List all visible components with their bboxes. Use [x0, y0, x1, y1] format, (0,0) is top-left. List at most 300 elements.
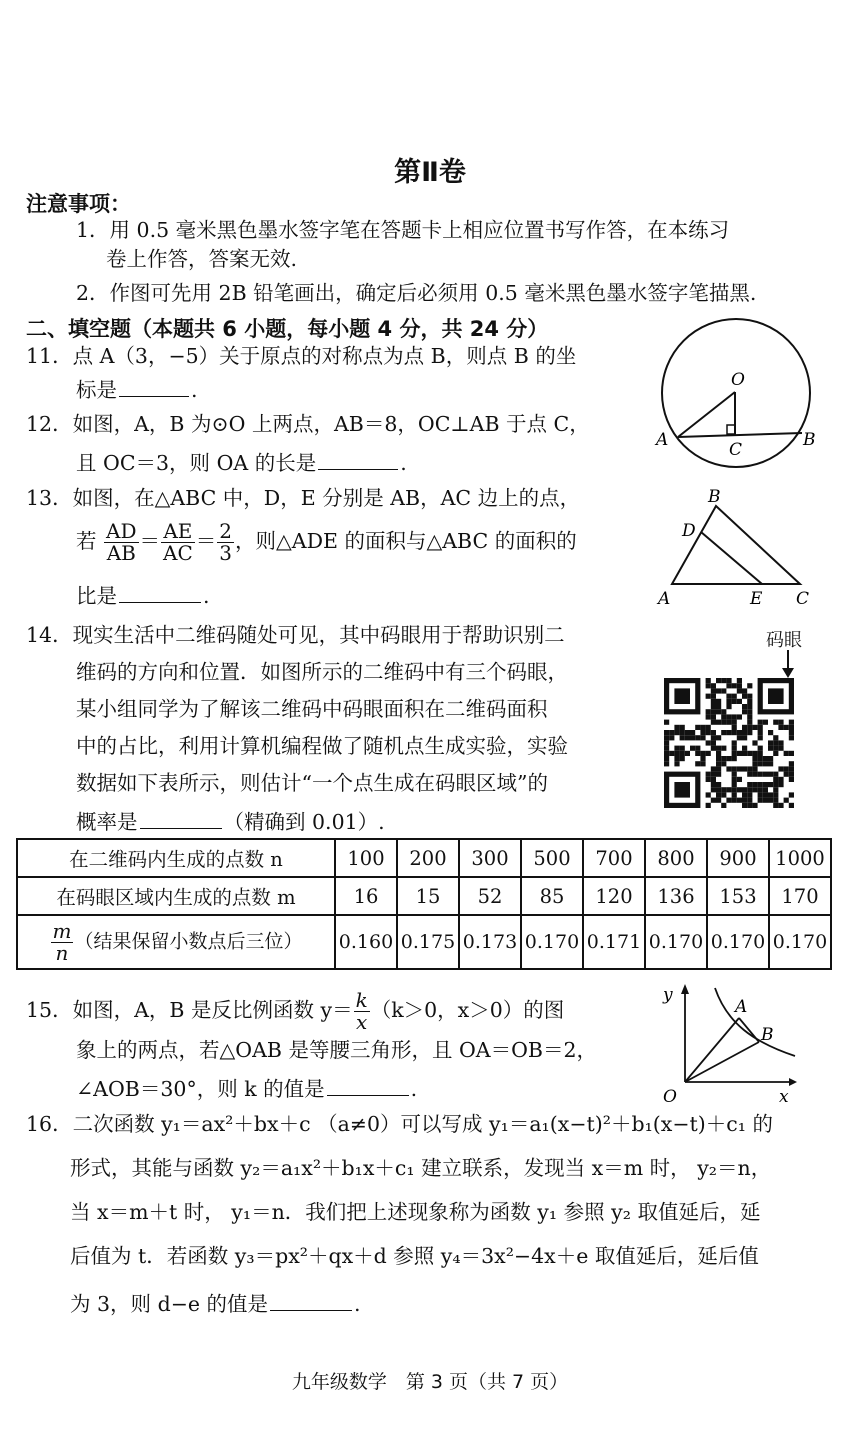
qr-module: [742, 709, 747, 714]
qr-module: [716, 735, 721, 740]
frac-k: k: [355, 988, 368, 1012]
table-row: [17, 839, 831, 877]
qr-module: [700, 735, 705, 740]
label-d: D: [682, 521, 696, 541]
q13-period: .: [203, 584, 210, 608]
qr-module: [742, 735, 747, 740]
qr-module: [758, 720, 763, 725]
qr-module: [706, 714, 711, 719]
experiment-table: [16, 838, 832, 970]
q11-answer-blank: [119, 378, 189, 397]
qr-module: [716, 787, 721, 792]
notice-heading: 注意事项：: [26, 192, 131, 216]
qr-module: [747, 751, 752, 756]
qr-module: [784, 766, 789, 771]
qr-module: [700, 751, 705, 756]
qr-module: [768, 756, 773, 761]
qr-module: [732, 740, 737, 745]
qr-module: [752, 787, 757, 792]
cell-n: 700: [583, 839, 645, 877]
qr-module: [680, 746, 685, 751]
frac-ac: AC: [163, 541, 193, 565]
qr-module: [763, 756, 768, 761]
table-row: [17, 915, 831, 969]
qr-module: [732, 766, 737, 771]
qr-module: [674, 746, 679, 751]
qr-module: [695, 735, 700, 740]
qr-module: [711, 709, 716, 714]
qr-module: [732, 751, 737, 756]
qr-module: [732, 746, 737, 751]
segment-oa: [685, 1018, 739, 1082]
qr-module: [752, 751, 757, 756]
qr-module: [726, 720, 731, 725]
qr-module: [711, 714, 716, 719]
qr-module: [732, 714, 737, 719]
qr-module: [674, 751, 679, 756]
qr-module: [716, 678, 721, 683]
right-angle-mark: [727, 425, 735, 434]
qr-module: [747, 803, 752, 808]
qr-module: [747, 699, 752, 704]
qr-module: [680, 751, 685, 756]
qr-module: [747, 798, 752, 803]
qr-module: [747, 730, 752, 735]
cell-m: 153: [707, 877, 769, 915]
qr-module: [747, 704, 752, 709]
cell-ratio: 0.171: [583, 915, 645, 969]
triangle-abc: [672, 506, 800, 584]
y-axis-arrow-icon: [681, 984, 689, 994]
qr-module: [716, 761, 721, 766]
qr-module: [680, 725, 685, 730]
qr-module: [711, 746, 716, 751]
qr-module: [747, 766, 752, 771]
fraction-ad-ab: [104, 521, 138, 564]
qr-module: [789, 772, 794, 777]
qr-module: [726, 766, 731, 771]
qr-module: [763, 720, 768, 725]
qr-module: [711, 720, 716, 725]
q13-text: ，则△ADE 的面积与△ABC 的面积的: [235, 529, 577, 553]
qr-module: [758, 730, 763, 735]
qr-module: [773, 751, 778, 756]
cell-m: 170: [769, 877, 831, 915]
frac-n: n: [55, 940, 69, 965]
qr-module: [695, 746, 700, 751]
qr-module: [732, 756, 737, 761]
qr-module: [778, 777, 783, 782]
qr-module: [664, 720, 669, 725]
qr-module: [773, 735, 778, 740]
q15-text: 15．如图，A，B 是反比例函数 y＝: [26, 998, 353, 1022]
qr-eye-label: 码眼: [766, 630, 802, 651]
qr-module: [742, 725, 747, 730]
qr-module: [711, 688, 716, 693]
qr-module: [773, 798, 778, 803]
qr-module: [752, 756, 757, 761]
qr-module: [763, 787, 768, 792]
cell-m: 15: [397, 877, 459, 915]
qr-module: [742, 694, 747, 699]
qr-code: [664, 678, 794, 808]
qr-module: [789, 803, 794, 808]
qr-module: [758, 746, 763, 751]
q14-text: 概率是: [76, 810, 138, 834]
q11-text: 标是: [76, 378, 117, 402]
cell-m: 16: [335, 877, 397, 915]
qr-module: [758, 792, 763, 797]
qr-module: [768, 746, 773, 751]
qr-module: [773, 782, 778, 787]
label-a: A: [658, 589, 671, 608]
cell-ratio: 0.170: [769, 915, 831, 969]
segment-ab: [739, 1018, 759, 1042]
qr-module: [695, 751, 700, 756]
qr-module: [721, 756, 726, 761]
qr-module: [752, 740, 757, 745]
qr-module: [674, 761, 679, 766]
qr-module: [716, 792, 721, 797]
qr-module: [773, 772, 778, 777]
qr-module: [726, 730, 731, 735]
qr-module: [706, 740, 711, 745]
qr-module: [737, 683, 742, 688]
qr-module: [674, 756, 679, 761]
q13-text-ruo: 若: [76, 529, 97, 553]
qr-module: [690, 746, 695, 751]
qr-module: [752, 761, 757, 766]
qr-module: [778, 725, 783, 730]
qr-module: [706, 751, 711, 756]
qr-module: [773, 746, 778, 751]
label-b: B: [803, 430, 816, 450]
q15-text-2: ∠AOB＝30°，则 k 的值是: [76, 1077, 325, 1101]
q14-precision-note: （精确到 0.01）.: [223, 810, 385, 834]
label-c: C: [729, 440, 743, 460]
qr-module: [690, 735, 695, 740]
qr-module: [711, 772, 716, 777]
inverse-function-figure: [655, 978, 835, 1108]
qr-module: [763, 761, 768, 766]
qr-module: [768, 782, 773, 787]
qr-module: [726, 699, 731, 704]
cell-n: 500: [521, 839, 583, 877]
qr-module: [716, 709, 721, 714]
label-y: y: [663, 985, 673, 1005]
qr-module: [711, 694, 716, 699]
qr-module: [716, 766, 721, 771]
qr-module: [732, 787, 737, 792]
qr-module: [664, 735, 669, 740]
qr-module: [747, 792, 752, 797]
qr-module: [742, 688, 747, 693]
q13-answer-blank: [119, 584, 201, 603]
circle-figure: [650, 315, 825, 470]
qr-module: [789, 751, 794, 756]
q12-line-1: 12．如图，A，B 为⊙O 上两点，AB＝8，OC⊥AB 于点 C，: [26, 412, 590, 436]
qr-module: [664, 746, 669, 751]
qr-module: [721, 803, 726, 808]
qr-module: [778, 746, 783, 751]
qr-module: [763, 798, 768, 803]
qr-module: [773, 777, 778, 782]
q12-text: 且 OC＝3，则 OA 的长是: [76, 451, 317, 475]
fraction-two-thirds: [217, 521, 234, 564]
qr-module: [711, 704, 716, 709]
q16-period: .: [354, 1292, 361, 1316]
fraction-m-n: [51, 918, 74, 965]
qr-module: [747, 683, 752, 688]
qr-module: [711, 740, 716, 745]
qr-module: [726, 678, 731, 683]
q13-line-1: 13．如图，在△ABC 中，D，E 分别是 AB，AC 边上的点，: [26, 486, 581, 510]
qr-module: [732, 699, 737, 704]
qr-module: [716, 699, 721, 704]
qr-module: [706, 777, 711, 782]
qr-module: [742, 751, 747, 756]
label-e: E: [750, 589, 763, 608]
arrow-down-icon: [782, 668, 794, 678]
ratio-label-text: （结果保留小数点后三位）: [74, 930, 303, 952]
qr-module: [778, 803, 783, 808]
qr-module: [763, 792, 768, 797]
cell-ratio: 0.173: [459, 915, 521, 969]
qr-module: [706, 725, 711, 730]
qr-module: [737, 730, 742, 735]
segment-ob: [685, 1042, 759, 1082]
frac-ab: AB: [106, 541, 136, 565]
notice-item-1-line-1: 1．用 0.5 毫米黑色墨水签字笔在答题卡上相应位置书写作答，在本练习: [76, 218, 730, 242]
qr-module: [752, 772, 757, 777]
qr-module: [700, 730, 705, 735]
qr-module: [706, 694, 711, 699]
qr-module: [784, 751, 789, 756]
qr-eye: [674, 782, 690, 798]
cell-m: 120: [583, 877, 645, 915]
qr-module: [732, 694, 737, 699]
qr-module: [674, 730, 679, 735]
frac-ae: AE: [161, 521, 195, 543]
qr-module: [680, 735, 685, 740]
qr-module: [721, 678, 726, 683]
q15-line-2: 象上的两点，若△OAB 是等腰三角形，且 OA＝OB＝2，: [76, 1038, 597, 1062]
qr-module: [737, 798, 742, 803]
q15-line-3: [76, 1077, 417, 1100]
qr-module: [789, 730, 794, 735]
qr-module: [747, 709, 752, 714]
q13-text-bishi: 比是: [76, 584, 117, 608]
q14-answer-blank: [140, 810, 222, 829]
qr-module: [742, 746, 747, 751]
q16-text: 为 3，则 d−e 的值是: [70, 1292, 269, 1316]
q14-line-6: [76, 810, 385, 833]
qr-module: [778, 720, 783, 725]
cell-n: 100: [335, 839, 397, 877]
q15-period: .: [410, 1077, 418, 1101]
qr-module: [732, 777, 737, 782]
qr-module: [747, 787, 752, 792]
qr-module: [773, 720, 778, 725]
qr-module: [737, 777, 742, 782]
qr-module: [737, 688, 742, 693]
notice-item-1-line-2: 卷上作答，答案无效.: [106, 247, 298, 271]
qr-module: [752, 803, 757, 808]
qr-module: [674, 725, 679, 730]
qr-module: [773, 740, 778, 745]
qr-module: [747, 772, 752, 777]
qr-module: [711, 730, 716, 735]
qr-module: [742, 704, 747, 709]
qr-module: [789, 777, 794, 782]
label-o: O: [731, 370, 745, 390]
qr-module: [726, 694, 731, 699]
qr-module: [711, 766, 716, 771]
qr-module: [685, 735, 690, 740]
qr-module: [669, 735, 674, 740]
qr-module: [789, 720, 794, 725]
frac-3: 3: [219, 541, 232, 565]
page-footer: 九年级数学 第 3 页（共 7 页）: [291, 1371, 569, 1393]
label-b: B: [761, 1025, 774, 1045]
qr-module: [700, 756, 705, 761]
qr-module: [768, 730, 773, 735]
qr-module: [685, 751, 690, 756]
cell-ratio: 0.170: [707, 915, 769, 969]
qr-module: [685, 730, 690, 735]
qr-module: [706, 678, 711, 683]
q14-line-5: 数据如下表所示，则估计“一个点生成在码眼区域”的: [76, 771, 548, 795]
qr-module: [716, 798, 721, 803]
table-row: [17, 877, 831, 915]
qr-module: [669, 730, 674, 735]
qr-module: [747, 725, 752, 730]
hyperbola-curve: [715, 988, 795, 1056]
qr-module: [784, 725, 789, 730]
qr-module: [669, 751, 674, 756]
qr-module: [778, 782, 783, 787]
qr-module: [711, 777, 716, 782]
qr-module: [737, 678, 742, 683]
qr-module: [742, 766, 747, 771]
qr-module: [716, 720, 721, 725]
qr-module: [758, 761, 763, 766]
qr-module: [721, 688, 726, 693]
qr-module: [721, 709, 726, 714]
q14-line-3: 某小组同学为了解该二维码中码眼面积在二维码面积: [76, 697, 548, 721]
qr-module: [706, 803, 711, 808]
cell-m: 52: [459, 877, 521, 915]
q15-answer-blank: [327, 1077, 409, 1096]
qr-module: [768, 798, 773, 803]
qr-module: [732, 725, 737, 730]
qr-module: [726, 714, 731, 719]
part2-heading: 二、填空题（本题共 6 小题，每小题 4 分，共 24 分）: [26, 317, 549, 341]
qr-module: [758, 756, 763, 761]
qr-module: [664, 761, 669, 766]
label-c: C: [796, 589, 810, 608]
cell-ratio: 0.160: [335, 915, 397, 969]
qr-module: [732, 730, 737, 735]
qr-module: [737, 766, 742, 771]
cell-n: 900: [707, 839, 769, 877]
qr-module: [716, 772, 721, 777]
qr-module: [778, 766, 783, 771]
qr-module: [732, 792, 737, 797]
qr-module: [752, 725, 757, 730]
qr-module: [758, 782, 763, 787]
qr-module: [695, 761, 700, 766]
qr-module: [716, 782, 721, 787]
label-a: A: [735, 997, 748, 1017]
qr-module: [737, 735, 742, 740]
qr-module: [664, 756, 669, 761]
section-title: 第Ⅱ卷: [394, 157, 466, 188]
frac-2: 2: [219, 519, 232, 543]
qr-module: [742, 730, 747, 735]
qr-module: [732, 772, 737, 777]
label-a: A: [656, 430, 669, 450]
qr-module: [742, 803, 747, 808]
qr-module: [768, 740, 773, 745]
qr-module: [752, 782, 757, 787]
frac-ad: AD: [106, 519, 137, 543]
qr-module: [737, 787, 742, 792]
qr-module: [742, 787, 747, 792]
q16-line-4: 后值为 t．若函数 y₃＝px²＋qx＋d 参照 y₄＝3x²−4x＋e 取值延后，延后值: [70, 1244, 759, 1268]
cell-ratio: 0.170: [645, 915, 707, 969]
row-label-ratio: [17, 915, 335, 969]
qr-module: [773, 803, 778, 808]
q14-line-2: 维码的方向和位置．如图所示的二维码中有三个码眼，: [76, 660, 568, 684]
cell-ratio: 0.170: [521, 915, 583, 969]
qr-module: [700, 725, 705, 730]
qr-module: [711, 787, 716, 792]
fraction-ae-ac: [161, 521, 195, 564]
qr-module: [768, 792, 773, 797]
qr-module: [773, 792, 778, 797]
cell-n: 200: [397, 839, 459, 877]
qr-module: [664, 730, 669, 735]
qr-module: [789, 735, 794, 740]
qr-module: [747, 720, 752, 725]
qr-module: [721, 787, 726, 792]
notice-item-2: 2．作图可先用 2B 铅笔画出，确定后必须用 0.5 毫米黑色墨水签字笔描黑.: [76, 281, 757, 305]
triangle-figure: [650, 484, 820, 608]
qr-module: [758, 798, 763, 803]
qr-module: [726, 704, 731, 709]
qr-module: [747, 694, 752, 699]
qr-module: [758, 787, 763, 792]
qr-module: [773, 787, 778, 792]
q11-line-2: [76, 378, 198, 401]
q16-line-3: 当 x＝m＋t 时， y₁＝n．我们把上述现象称为函数 y₁ 参照 y₂ 取值延后，延: [70, 1200, 761, 1224]
qr-eye: [768, 688, 784, 704]
q12-period: .: [400, 451, 407, 475]
qr-module: [716, 751, 721, 756]
q16-line-5: [70, 1292, 361, 1315]
cell-n: 800: [645, 839, 707, 877]
qr-module: [737, 699, 742, 704]
qr-module: [664, 740, 669, 745]
qr-module: [706, 792, 711, 797]
qr-module: [758, 751, 763, 756]
q15-condition: （k＞0，x＞0）的图: [370, 998, 565, 1022]
qr-module: [758, 772, 763, 777]
qr-module: [732, 720, 737, 725]
qr-module: [695, 725, 700, 730]
qr-module: [711, 699, 716, 704]
